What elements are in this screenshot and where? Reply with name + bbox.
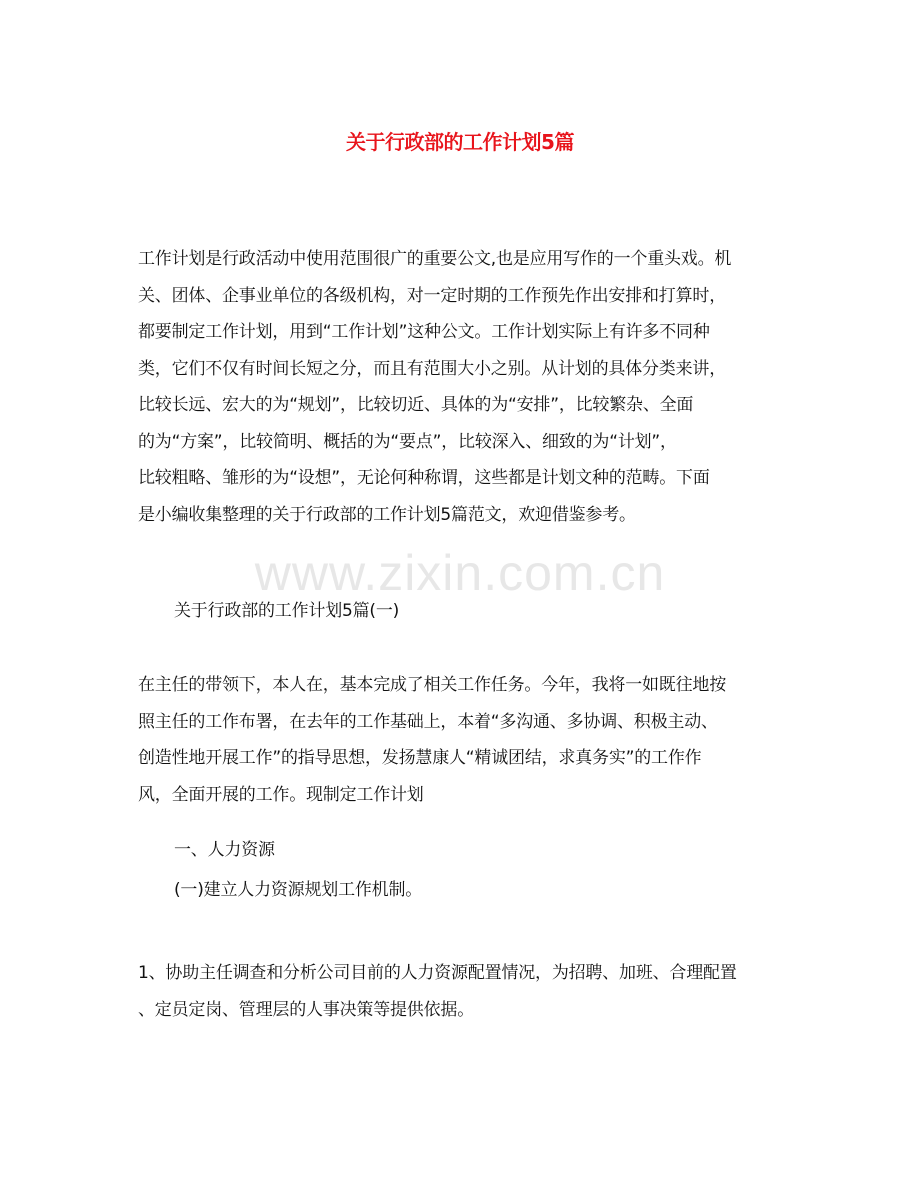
document-title: 关于行政部的工作计划5篇	[346, 130, 574, 154]
item-paragraph	[138, 955, 788, 1028]
body-paragraph	[138, 667, 788, 813]
intro-line: 的为“方案”，比较简明、概括的为“要点”，比较深入、细致的为“计划”，	[138, 431, 677, 452]
intro-line: 工作计划是行政活动中使用范围很广的重要公文,也是应用写作的一个重头戏。机	[138, 249, 732, 269]
heading-human-resources: 一、人力资源	[174, 840, 275, 860]
intro-line: 都要制定工作计划，用到“工作计划”这种公文。工作计划实际上有许多不同种	[138, 322, 710, 342]
body-line: 在主任的带领下，本人在，基本完成了相关工作任务。今年，我将一如既往地按	[138, 675, 726, 695]
intro-paragraph	[138, 241, 788, 533]
watermark: www.zixin.com.cn	[254, 545, 666, 601]
intro-line: 类，它们不仅有时间长短之分，而且有范围大小之别。从计划的具体分类来讲，	[138, 358, 726, 379]
intro-line: 关、团体、企事业单位的各级机构，对一定时期的工作预先作出安排和打算时，	[138, 285, 726, 306]
heading-hr-planning: (一)建立人力资源规划工作机制。	[174, 880, 423, 900]
body-line: 照主任的工作布署，在去年的工作基础上，本着“多沟通、多协调、积极主动、	[138, 711, 718, 732]
item-line: 1、协助主任调查和分析公司目前的人力资源配置情况，为招聘、加班、合理配置	[138, 963, 737, 983]
section-heading: 关于行政部的工作计划5篇(一)	[174, 601, 400, 621]
item-line: 、定员定岗、管理层的人事决策等提供依据。	[138, 999, 474, 1020]
body-line: 创造性地开展工作”的指导思想，发扬慧康人“精诚团结，求真务实”的工作作	[138, 748, 702, 768]
intro-line: 是小编收集整理的关于行政部的工作计划5篇范文，欢迎借鉴参考。	[138, 504, 636, 525]
body-line: 风，全面开展的工作。现制定工作计划	[138, 784, 424, 805]
intro-line: 比较粗略、雏形的为“设想”，无论何种称谓，这些都是计划文种的范畴。下面	[138, 468, 710, 488]
intro-line: 比较长远、宏大的为“规划”，比较切近、具体的为“安排”，比较繁杂、全面	[138, 395, 694, 415]
